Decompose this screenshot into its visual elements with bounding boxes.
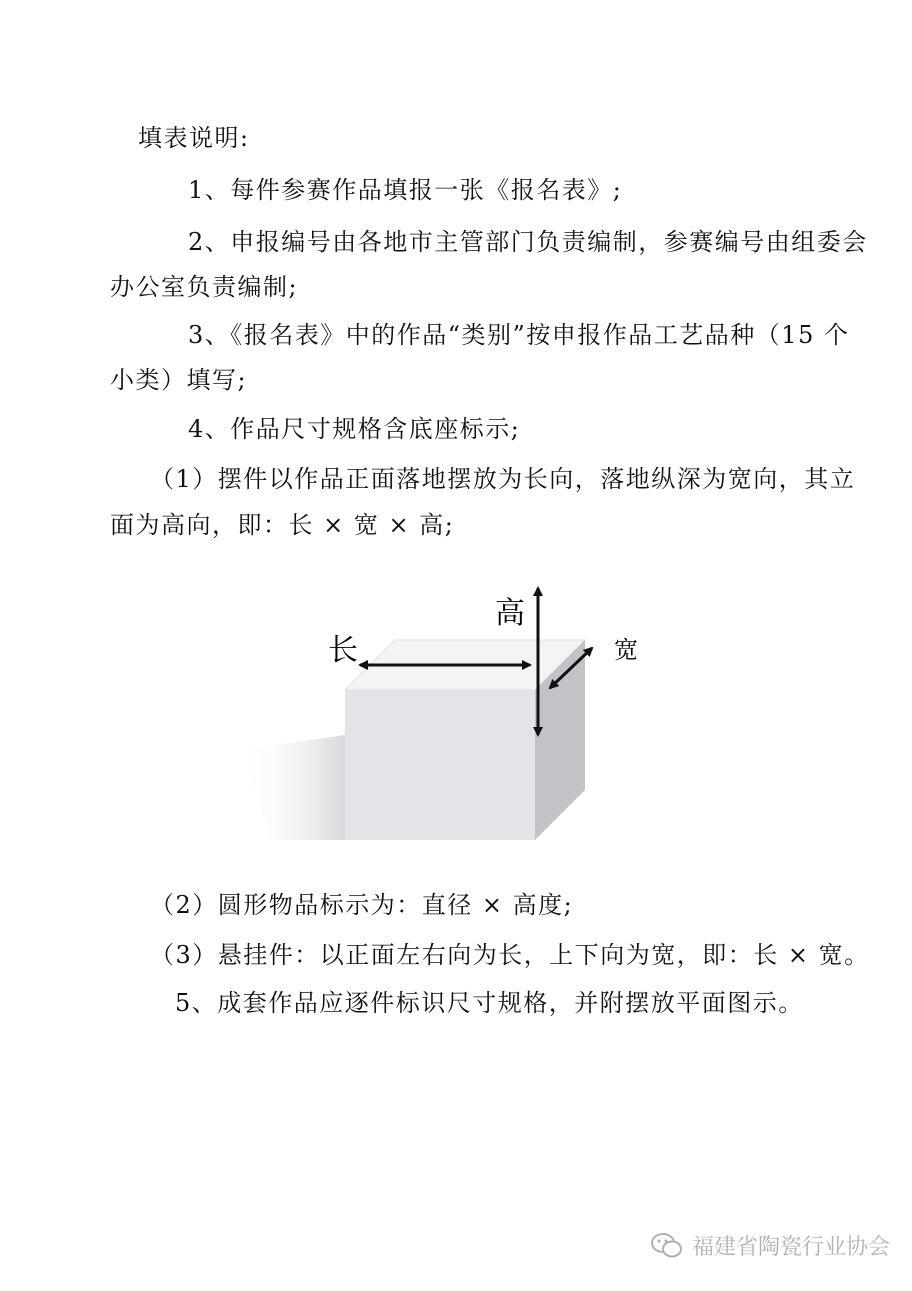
wechat-icon — [650, 1231, 684, 1261]
item-1: 1、每件参赛作品填报一张《报名表》; — [188, 176, 623, 204]
item-3-line-1: 3、《报名表》中的作品“类别”按申报作品工艺品种（15 个 — [188, 321, 850, 349]
cube-front-face — [345, 690, 535, 840]
item-2-line-2: 办公室负责编制; — [110, 273, 299, 301]
length-label: 长 — [328, 633, 358, 668]
sub-item-1-line-1: （1）摆件以作品正面落地摆放为长向，落地纵深为宽向，其立 — [150, 465, 856, 493]
item-4: 4、作品尺寸规格含底座标示; — [188, 415, 521, 443]
sub-item-1-line-2: 面为高向，即：长 × 宽 × 高; — [110, 511, 455, 539]
watermark-text: 福建省陶瓷行业协会 — [691, 1235, 890, 1260]
item-3-line-2: 小类）填写; — [110, 366, 248, 394]
width-label: 宽 — [614, 636, 638, 664]
sub-item-3: （3）悬挂件：以正面左右向为长，上下向为宽，即：长 × 宽。 — [150, 941, 870, 969]
item-5: 5、成套作品应逐件标识尺寸规格，并附摆放平面图示。 — [175, 989, 804, 1017]
cube-shadow — [240, 735, 345, 840]
height-label: 高 — [495, 596, 525, 631]
dimension-diagram — [230, 570, 660, 860]
sub-item-2: （2）圆形物品标示为：直径 × 高度; — [150, 891, 574, 919]
instructions-heading: 填表说明: — [138, 124, 250, 152]
item-2-line-1: 2、申报编号由各地市主管部门负责编制，参赛编号由组委会 — [188, 228, 868, 256]
watermark — [650, 1230, 890, 1261]
